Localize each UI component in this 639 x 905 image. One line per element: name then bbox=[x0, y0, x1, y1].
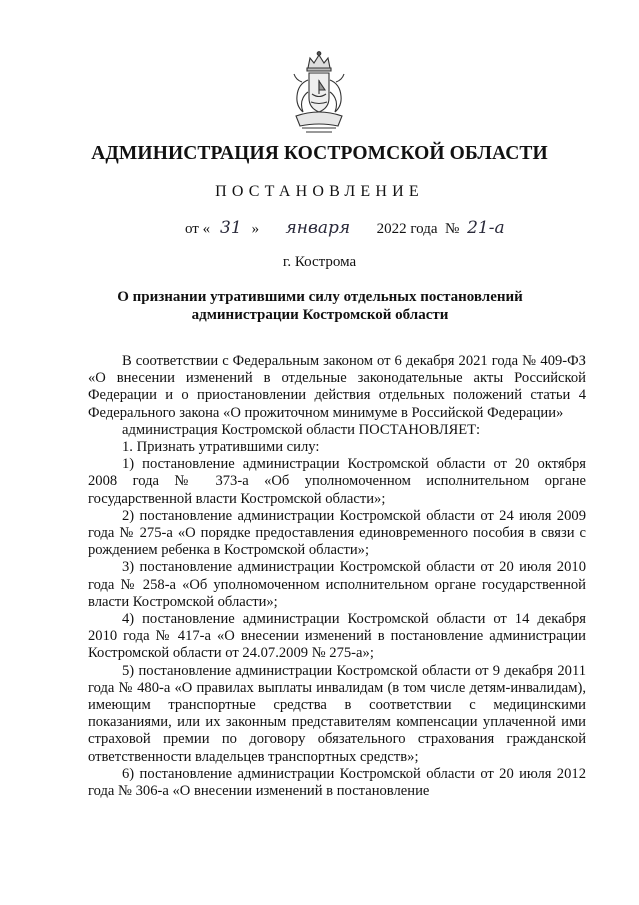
title-line-2: администрации Костромской области bbox=[191, 307, 449, 323]
title-line-1: О признании утратившими силу отдельных постановлений bbox=[117, 289, 523, 305]
date-year: 2022 года bbox=[376, 221, 438, 237]
list-item: 6) постановление администрации Костромской области от 20 июля 2012 года № 306-а «О внесении изменений в постановление bbox=[88, 765, 586, 800]
coat-of-arms-icon bbox=[288, 50, 350, 134]
date-mid: » bbox=[251, 221, 260, 237]
date-line bbox=[185, 218, 505, 238]
document-body bbox=[88, 353, 586, 800]
number-label: № bbox=[445, 221, 460, 237]
list-item: 5) постановление администрации Костромской области от 9 декабря 2011 года № 480-а «О правилах выплаты инвалидам (в том числе детям-инвалидам), имеющим транспортные средства в соответствии с медицинскими показаниями, или их законным представителям компенсации уплаченной ими страховой премии по договору обязательного страхования гражданской ответственности владельцев транспортных средств»; bbox=[88, 662, 586, 765]
document-type: ПОСТАНОВЛЕНИЕ bbox=[215, 183, 424, 200]
date-prefix: от « bbox=[185, 221, 211, 237]
list-item: 3) постановление администрации Костромской области от 20 июля 2010 года № 258-а «Об уполномоченном исполнительном органе государственной власти Костромской области»; bbox=[88, 559, 586, 610]
list-item: 4) постановление администрации Костромской области от 14 декабря 2010 года № 417-а «О внесении изменений в постановление администрации Костромской области от 24.07.2009 № 275-а»; bbox=[88, 611, 586, 662]
document-title bbox=[100, 288, 540, 324]
document-number: 21-а bbox=[467, 218, 505, 238]
clause-1: 1. Признать утратившими силу: bbox=[122, 439, 320, 456]
date-day: 31 bbox=[220, 218, 242, 238]
preamble-paragraph: В соответствии с Федеральным законом от 6 декабря 2021 года № 409-ФЗ «О внесении изменений в отдельные законодательные акты Российской Федерации и о приостановлении действия отдельных положений статьи 4 Федерального закона «О прожиточном минимуме в Российской Федерации» bbox=[88, 353, 586, 421]
resolves-paragraph: администрация Костромской области ПОСТАНОВЛЯЕТ: bbox=[122, 421, 481, 438]
city: г. Кострома bbox=[282, 254, 357, 270]
organization-name: АДМИНИСТРАЦИЯ КОСТРОМСКОЙ ОБЛАСТИ bbox=[91, 143, 548, 164]
list-item: 2) постановление администрации Костромской области от 24 июля 2009 года № 275-а «О порядке предоставления единовременного пособия в связи с рождением ребенка в Костромской области»; bbox=[88, 507, 586, 559]
date-month: января bbox=[285, 218, 351, 238]
list-item: 1) постановление администрации Костромской области от 20 октября 2008 года № 373-а «Об уполномоченном исполнительном органе государственной власти Костромской области»; bbox=[88, 456, 586, 507]
